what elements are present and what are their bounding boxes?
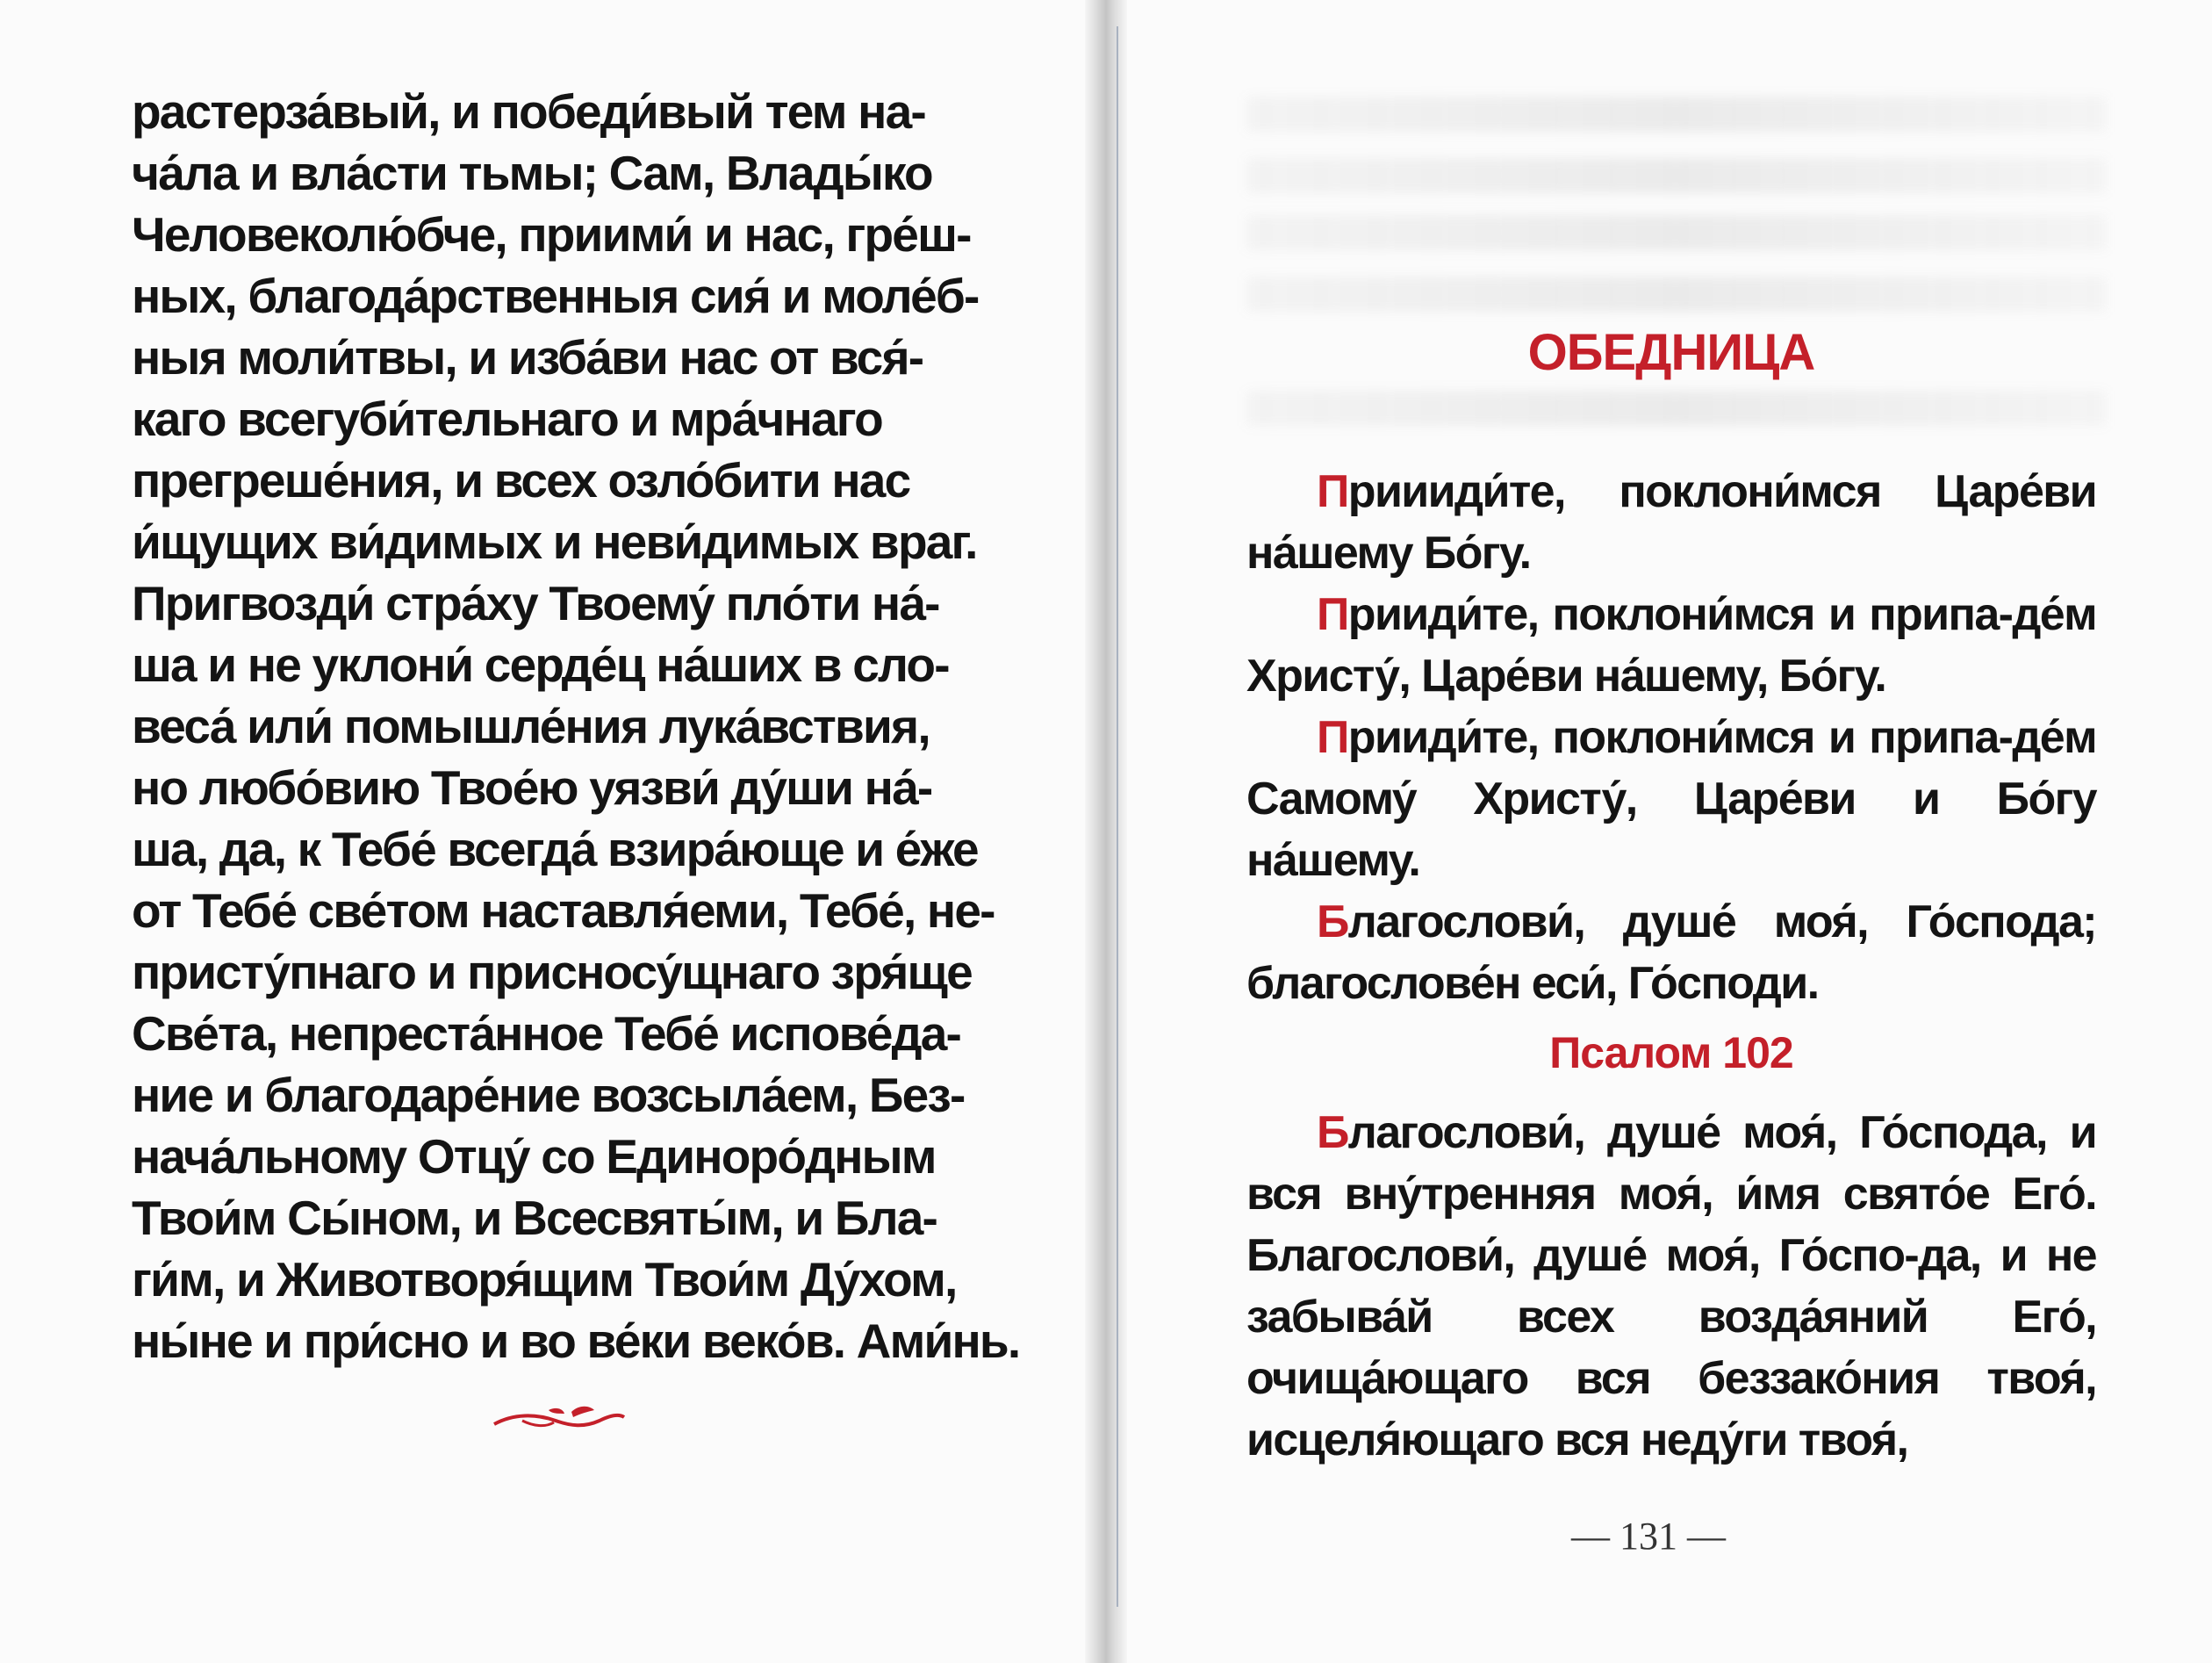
- gutter-edge: [1117, 26, 1118, 1607]
- show-through: [1246, 97, 2107, 132]
- text-line: ных, благода́рственныя сия́ и моле́б-: [132, 269, 979, 323]
- paragraph: [1246, 891, 2096, 1014]
- section-title: ОБЕДНИЦА: [1527, 324, 1815, 381]
- drop-initial: П: [1317, 466, 1348, 517]
- page-number: — 131 —: [1571, 1515, 1726, 1558]
- text-line: ша и не уклони́ серде́ц на́ших в сло-: [132, 637, 949, 692]
- paragraph: [1246, 1102, 2096, 1471]
- text-line: Пригвозди́ стра́ху Твоему́ пло́ти на́-: [132, 576, 939, 630]
- flourish-ornament-icon: [487, 1394, 628, 1438]
- show-through: [1246, 158, 2107, 193]
- text-line: ча́ла и вла́сти тьмы; Сам, Влады́ко: [132, 146, 932, 200]
- text-line: прегреше́ния, и всех озло́бити нас: [132, 453, 910, 508]
- drop-initial: Б: [1317, 896, 1348, 947]
- text-line: и́щущих ви́димых и неви́димых враг.: [132, 515, 977, 569]
- text-line: нача́льному Отцу́ со Единоро́дным: [132, 1129, 936, 1184]
- paragraph-text: риииди́те, поклони́мся Царе́ви на́шему Бо́гу.: [1246, 466, 2096, 579]
- paragraph-text: лагослови́, душе́ моя́, Го́спода, и вся вну́тренняя моя́, и́мя свято́е Его́. Благослови́, душе́ моя́, Го́спо-да, и не забыва́й всех возда́яний Его́, очища́ющаго вся беззако́ния твоя́, исцеля́ющаго вся неду́ги твоя́,: [1246, 1107, 2096, 1465]
- text-line: ша, да, к Тебе́ всегда́ взира́юще и е́же: [132, 822, 978, 876]
- text-line: Твои́м Сы́ном, и Всесвяты́м, и Бла-: [132, 1191, 937, 1245]
- text-line: растерза́вый, и победи́вый тем на-: [132, 84, 925, 139]
- text-line: присту́пнаго и присносу́щнаго зря́ще: [132, 945, 972, 999]
- text-line: Человеколю́бче, приими́ и нас, гре́ш-: [132, 207, 971, 262]
- paragraph-text: рииди́те, поклони́мся и припа-де́м Самому́ Христу́, Царе́ви и Бо́гу на́шему.: [1246, 712, 2096, 886]
- text-line: каго всегуби́тельнаго и мра́чнаго: [132, 392, 882, 446]
- show-through: [1246, 277, 2107, 312]
- text-line: ныя моли́твы, и изба́ви нас от вся́-: [132, 330, 923, 385]
- text-line: ние и благодаре́ние возсыла́ем, Без-: [132, 1068, 965, 1122]
- text-line: от Тебе́ све́том наставля́еми, Тебе́, не-: [132, 883, 995, 938]
- left-page-text: [132, 81, 1020, 1371]
- paragraph: [1246, 584, 2096, 707]
- paragraph: [1246, 461, 2096, 584]
- drop-initial: П: [1317, 589, 1348, 640]
- drop-initial: Б: [1317, 1107, 1348, 1158]
- text-line: Све́та, непреста́нное Тебе́ испове́да-: [132, 1006, 961, 1061]
- show-through: [1246, 215, 2107, 250]
- paragraph: [1246, 707, 2096, 891]
- text-line: ги́м, и Животворя́щим Твои́м Ду́хом,: [132, 1252, 957, 1307]
- text-line: веса́ или́ помышле́ния лука́вствия,: [132, 699, 930, 753]
- psalm-heading: Псалом 102: [1549, 1028, 1793, 1077]
- show-through: [1246, 391, 2107, 426]
- book-gutter: [1085, 0, 1127, 1663]
- text-line: ны́не и при́сно и во ве́ки веко́в. Ами́нь.: [132, 1314, 1020, 1368]
- paragraph-text: рииди́те, поклони́мся и припа-де́м Христу́, Царе́ви на́шему, Бо́гу.: [1246, 589, 2096, 702]
- drop-initial: П: [1317, 712, 1348, 763]
- paragraph-text: лагослови́, душе́ моя́, Го́спода; благослове́н еси́, Го́споди.: [1246, 896, 2096, 1009]
- text-line: но любо́вию Твое́ю уязви́ ду́ши на́-: [132, 760, 932, 815]
